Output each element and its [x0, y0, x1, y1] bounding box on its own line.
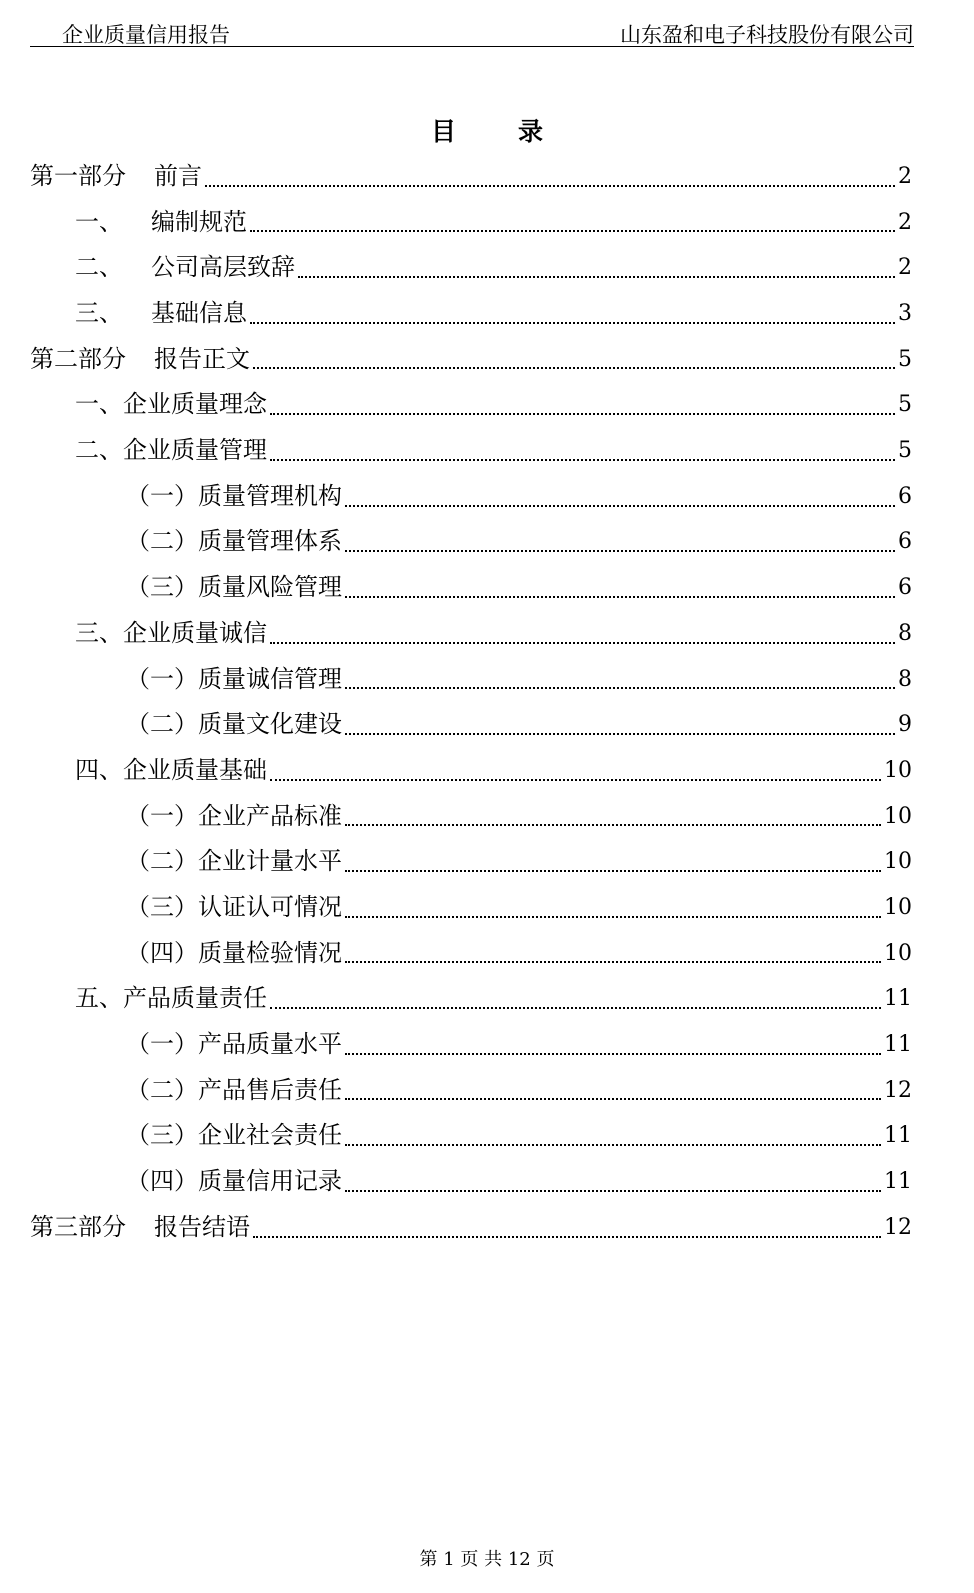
toc-entry-page: 8 [898, 620, 912, 646]
toc-entry-label [126, 519, 342, 565]
toc-entry-label [126, 565, 342, 611]
toc-entry-page: 8 [898, 666, 912, 692]
toc-leader-dots [345, 505, 895, 507]
toc-entry-prefix: 第二部分 [30, 344, 126, 373]
toc-entry-label [126, 702, 342, 748]
toc-entry-label [30, 337, 250, 383]
toc-entry-label [75, 382, 267, 428]
table-of-contents [30, 154, 912, 1251]
toc-leader-dots [253, 367, 895, 369]
toc-entry-text: 报告正文 [154, 344, 250, 373]
toc-entry-text: （一）质量管理机构 [126, 481, 342, 510]
header-company-name: 山东盈和电子科技股份有限公司 [620, 23, 914, 47]
toc-leader-dots [345, 1053, 881, 1055]
toc-entry-text: 公司高层致辞 [151, 253, 295, 282]
toc-entry[interactable] [30, 976, 912, 1022]
toc-leader-dots [270, 642, 895, 644]
toc-leader-dots [345, 687, 895, 689]
toc-entry-text: （一）企业产品标准 [126, 801, 342, 830]
toc-entry[interactable] [30, 748, 912, 794]
toc-entry-prefix: 第三部分 [30, 1212, 126, 1241]
toc-entry-label [126, 839, 342, 885]
toc-entry-page: 10 [884, 940, 912, 966]
toc-entry-prefix: 二、 [75, 253, 123, 282]
toc-entry-page: 9 [898, 712, 912, 738]
toc-leader-dots [345, 961, 881, 963]
toc-entry-page: 11 [884, 1169, 912, 1195]
toc-entry[interactable] [30, 702, 912, 748]
toc-leader-dots [345, 870, 881, 872]
toc-entry[interactable] [30, 839, 912, 885]
toc-entry-text: 一、企业质量理念 [75, 390, 267, 419]
toc-entry-label [126, 1068, 342, 1114]
toc-leader-dots [345, 1098, 881, 1100]
toc-entry[interactable] [30, 885, 912, 931]
toc-entry-page: 2 [898, 255, 912, 281]
toc-entry[interactable] [30, 428, 912, 474]
toc-entry-page: 12 [884, 1077, 912, 1103]
toc-entry[interactable] [30, 1205, 912, 1251]
toc-entry[interactable] [30, 657, 912, 703]
toc-entry-text: 前言 [154, 161, 202, 190]
toc-entry-label [75, 428, 267, 474]
toc-entry[interactable] [30, 1022, 912, 1068]
toc-entry-text: （一）质量诚信管理 [126, 664, 342, 693]
toc-leader-dots [270, 1007, 881, 1009]
toc-entry-text: （二）质量文化建设 [126, 710, 342, 739]
toc-entry-label [75, 748, 267, 794]
toc-entry[interactable] [30, 1068, 912, 1114]
toc-leader-dots [298, 276, 895, 278]
toc-entry-prefix: 三、 [75, 299, 123, 328]
toc-title [0, 112, 974, 148]
toc-entry-page: 11 [884, 1123, 912, 1149]
toc-entry-label [126, 885, 342, 931]
toc-entry[interactable] [30, 794, 912, 840]
toc-entry-label [126, 1113, 342, 1159]
toc-entry-page: 10 [884, 894, 912, 920]
toc-entry-text: （三）认证认可情况 [126, 892, 342, 921]
toc-entry-prefix: 一、 [75, 207, 123, 236]
toc-entry-page: 6 [898, 529, 912, 555]
toc-entry-label [30, 1205, 250, 1251]
toc-entry[interactable] [30, 291, 912, 337]
toc-title-char-2: 录 [518, 117, 544, 146]
toc-entry-text: （二）产品售后责任 [126, 1075, 342, 1104]
toc-entry-page: 12 [884, 1214, 912, 1240]
toc-leader-dots [270, 779, 881, 781]
toc-leader-dots [345, 550, 895, 552]
toc-entry-label [126, 794, 342, 840]
toc-entry-page: 2 [898, 163, 912, 189]
toc-entry-label [126, 657, 342, 703]
toc-entry-label [75, 291, 247, 337]
toc-entry-page: 6 [898, 483, 912, 509]
toc-entry[interactable] [30, 200, 912, 246]
toc-entry[interactable] [30, 520, 912, 566]
toc-entry-text: 报告结语 [154, 1212, 250, 1241]
toc-entry[interactable] [30, 1113, 912, 1159]
toc-entry-page: 5 [898, 392, 912, 418]
toc-leader-dots [345, 916, 881, 918]
toc-entry[interactable] [30, 337, 912, 383]
toc-entry[interactable] [30, 565, 912, 611]
toc-entry-text: （三）质量风险管理 [126, 573, 342, 602]
toc-entry-label [126, 1159, 342, 1205]
toc-entry-text: （一）产品质量水平 [126, 1030, 342, 1059]
toc-entry-label [126, 474, 342, 520]
toc-entry-label [75, 200, 247, 246]
toc-entry-page: 10 [884, 757, 912, 783]
toc-entry-page: 5 [898, 438, 912, 464]
toc-entry[interactable] [30, 1159, 912, 1205]
toc-entry[interactable] [30, 474, 912, 520]
toc-leader-dots [345, 824, 881, 826]
toc-leader-dots [345, 596, 895, 598]
toc-entry[interactable] [30, 611, 912, 657]
page-footer: 第 1 页 共 12 页 [419, 1549, 555, 1570]
toc-entry-text: 编制规范 [151, 207, 247, 236]
toc-leader-dots [205, 185, 895, 187]
toc-entry-text: 四、企业质量基础 [75, 755, 267, 784]
toc-entry-page: 6 [898, 575, 912, 601]
toc-entry-page: 11 [884, 986, 912, 1012]
toc-entry-label [30, 154, 202, 200]
toc-entry-text: （四）质量信用记录 [126, 1167, 342, 1196]
toc-entry-page: 10 [884, 849, 912, 875]
toc-entry[interactable] [30, 382, 912, 428]
toc-leader-dots [270, 413, 895, 415]
toc-entry-label [75, 976, 267, 1022]
toc-leader-dots [345, 1190, 881, 1192]
toc-entry-page: 5 [898, 346, 912, 372]
toc-entry[interactable] [30, 154, 912, 200]
toc-entry-text: （二）质量管理体系 [126, 527, 342, 556]
toc-title-char-1: 目 [430, 117, 456, 146]
toc-leader-dots [253, 1236, 881, 1238]
toc-entry-label [75, 611, 267, 657]
toc-entry-label [126, 1022, 342, 1068]
toc-leader-dots [250, 322, 895, 324]
toc-entry-text: 三、企业质量诚信 [75, 618, 267, 647]
toc-entry-text: 五、产品质量责任 [75, 984, 267, 1013]
toc-entry-text: （二）企业计量水平 [126, 847, 342, 876]
toc-entry-prefix: 第一部分 [30, 161, 126, 190]
toc-leader-dots [345, 1144, 881, 1146]
toc-entry-page: 3 [898, 301, 912, 327]
toc-entry-text: （四）质量检验情况 [126, 938, 342, 967]
toc-entry-text: 二、企业质量管理 [75, 436, 267, 465]
toc-leader-dots [270, 459, 895, 461]
toc-entry[interactable] [30, 245, 912, 291]
toc-entry-text: （三）企业社会责任 [126, 1121, 342, 1150]
toc-entry-text: 基础信息 [151, 299, 247, 328]
toc-entry-page: 2 [898, 209, 912, 235]
toc-entry-label [75, 245, 295, 291]
toc-entry[interactable] [30, 931, 912, 977]
toc-leader-dots [250, 230, 895, 232]
toc-entry-label [126, 931, 342, 977]
page-header [30, 14, 914, 47]
toc-leader-dots [345, 733, 895, 735]
toc-entry-page: 10 [884, 803, 912, 829]
toc-entry-page: 11 [884, 1032, 912, 1058]
header-report-title: 企业质量信用报告 [62, 23, 230, 47]
